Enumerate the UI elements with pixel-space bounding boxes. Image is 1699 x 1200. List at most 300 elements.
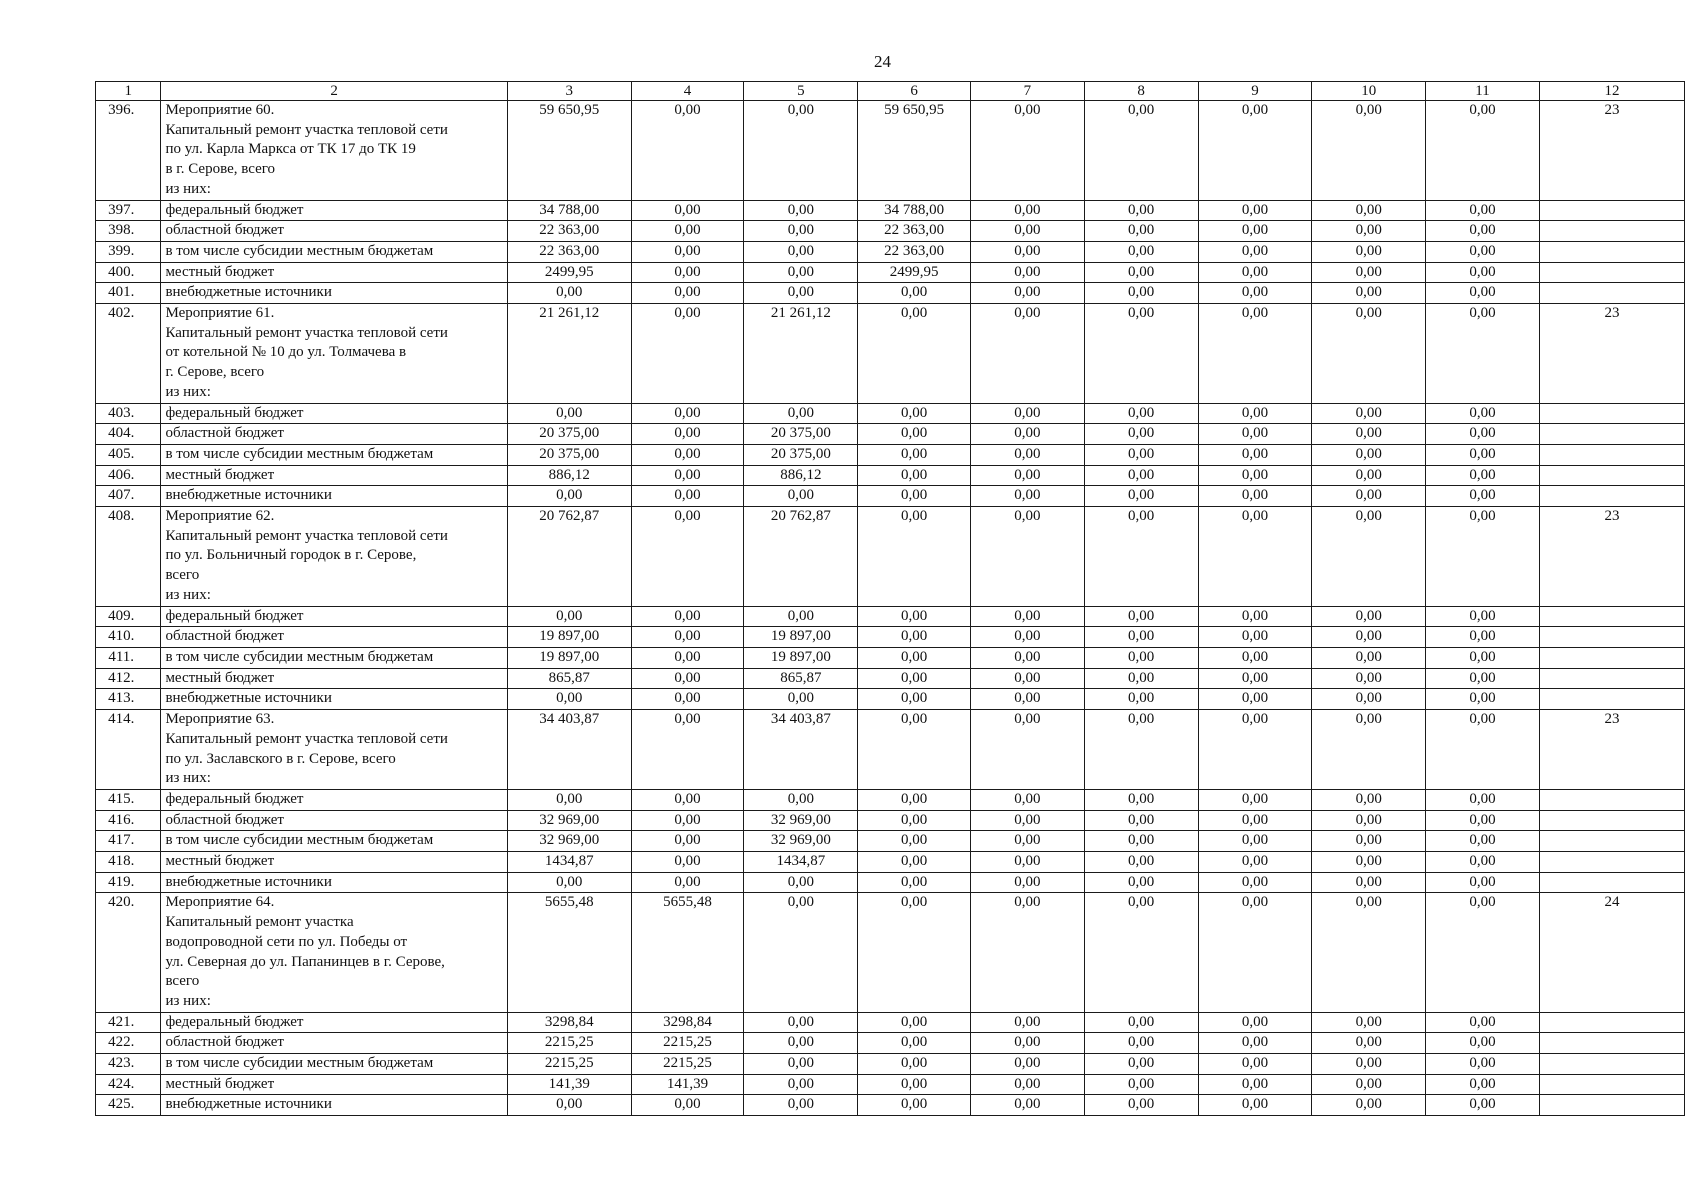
row-number-cell: 410.	[96, 627, 161, 648]
value-cell: 0,00	[1312, 893, 1426, 1012]
page-ref-cell	[1539, 200, 1684, 221]
value-cell: 0,00	[1198, 1074, 1312, 1095]
row-number-cell: 414.	[96, 710, 161, 790]
value-cell: 0,00	[507, 486, 631, 507]
value-cell: 886,12	[507, 465, 631, 486]
row-name-cell: федеральный бюджет	[161, 1012, 507, 1033]
value-cell: 0,00	[858, 689, 971, 710]
value-cell: 0,00	[970, 852, 1084, 873]
value-cell: 0,00	[970, 101, 1084, 201]
value-cell: 5655,48	[631, 893, 744, 1012]
value-cell: 34 788,00	[858, 200, 971, 221]
value-cell: 0,00	[631, 852, 744, 873]
value-cell: 0,00	[1426, 1012, 1540, 1033]
value-cell: 2499,95	[858, 262, 971, 283]
value-cell: 0,00	[970, 465, 1084, 486]
value-cell: 0,00	[631, 200, 744, 221]
value-cell: 34 788,00	[507, 200, 631, 221]
table-body	[96, 101, 1685, 1116]
table-row	[96, 852, 1685, 873]
value-cell: 0,00	[744, 486, 858, 507]
value-cell: 0,00	[970, 1054, 1084, 1075]
value-cell: 0,00	[1312, 424, 1426, 445]
table-row	[96, 1033, 1685, 1054]
value-cell: 0,00	[858, 403, 971, 424]
value-cell: 0,00	[1312, 810, 1426, 831]
value-cell: 0,00	[1084, 872, 1198, 893]
value-cell: 0,00	[744, 262, 858, 283]
value-cell: 0,00	[858, 893, 971, 1012]
value-cell: 20 762,87	[744, 507, 858, 607]
value-cell: 0,00	[858, 1033, 971, 1054]
value-cell: 0,00	[631, 486, 744, 507]
value-cell: 0,00	[1084, 1074, 1198, 1095]
row-name-cell: Мероприятие 64. Капитальный ремонт участка водопроводной сети по ул. Победы от ул. Северная до ул. Папанинцев в г. Серове, всего из них:	[161, 893, 507, 1012]
value-cell: 0,00	[631, 283, 744, 304]
page-ref-cell: 23	[1539, 507, 1684, 607]
value-cell: 5655,48	[507, 893, 631, 1012]
value-cell: 0,00	[507, 689, 631, 710]
row-number-cell: 409.	[96, 606, 161, 627]
row-number-cell: 403.	[96, 403, 161, 424]
row-name-cell: местный бюджет	[161, 852, 507, 873]
value-cell: 0,00	[1312, 831, 1426, 852]
value-cell: 0,00	[1084, 304, 1198, 404]
value-cell: 0,00	[1198, 444, 1312, 465]
value-cell: 32 969,00	[507, 831, 631, 852]
page-ref-cell	[1539, 647, 1684, 668]
value-cell: 0,00	[1084, 1033, 1198, 1054]
row-number-cell: 404.	[96, 424, 161, 445]
value-cell: 0,00	[631, 872, 744, 893]
value-cell: 0,00	[1198, 221, 1312, 242]
value-cell: 0,00	[858, 465, 971, 486]
value-cell: 0,00	[1426, 465, 1540, 486]
value-cell: 865,87	[744, 668, 858, 689]
row-number-cell: 421.	[96, 1012, 161, 1033]
value-cell: 22 363,00	[858, 221, 971, 242]
table-row	[96, 1012, 1685, 1033]
row-number-cell: 396.	[96, 101, 161, 201]
row-name-cell: внебюджетные источники	[161, 872, 507, 893]
value-cell: 141,39	[507, 1074, 631, 1095]
value-cell: 0,00	[744, 101, 858, 201]
page-ref-cell	[1539, 1054, 1684, 1075]
row-name-cell: областной бюджет	[161, 221, 507, 242]
page-ref-cell	[1539, 627, 1684, 648]
page-ref-cell	[1539, 241, 1684, 262]
value-cell: 0,00	[1198, 1054, 1312, 1075]
value-cell: 0,00	[1198, 424, 1312, 445]
value-cell: 0,00	[1198, 486, 1312, 507]
value-cell: 0,00	[1312, 486, 1426, 507]
value-cell: 0,00	[858, 304, 971, 404]
row-number-cell: 407.	[96, 486, 161, 507]
value-cell: 0,00	[631, 831, 744, 852]
value-cell: 2215,25	[631, 1033, 744, 1054]
value-cell: 0,00	[1312, 507, 1426, 607]
value-cell: 0,00	[1312, 627, 1426, 648]
value-cell: 22 363,00	[507, 221, 631, 242]
value-cell: 21 261,12	[744, 304, 858, 404]
row-number-cell: 419.	[96, 872, 161, 893]
value-cell: 0,00	[1426, 606, 1540, 627]
value-cell: 0,00	[744, 1012, 858, 1033]
value-cell: 0,00	[631, 304, 744, 404]
value-cell: 0,00	[970, 627, 1084, 648]
value-cell: 0,00	[970, 1095, 1084, 1116]
value-cell: 0,00	[970, 831, 1084, 852]
value-cell: 0,00	[1312, 689, 1426, 710]
value-cell: 0,00	[1084, 831, 1198, 852]
value-cell: 0,00	[1312, 101, 1426, 201]
value-cell: 0,00	[1198, 241, 1312, 262]
column-number-header-row	[96, 82, 1685, 101]
table-row	[96, 1054, 1685, 1075]
value-cell: 0,00	[631, 424, 744, 445]
value-cell: 0,00	[858, 1012, 971, 1033]
table-row	[96, 710, 1685, 790]
value-cell: 0,00	[1426, 647, 1540, 668]
value-cell: 0,00	[1426, 810, 1540, 831]
value-cell: 0,00	[1312, 1033, 1426, 1054]
page-ref-cell: 24	[1539, 893, 1684, 1012]
row-name-cell: в том числе субсидии местным бюджетам	[161, 241, 507, 262]
value-cell: 0,00	[1426, 1033, 1540, 1054]
value-cell: 3298,84	[631, 1012, 744, 1033]
row-name-cell: внебюджетные источники	[161, 1095, 507, 1116]
value-cell: 0,00	[1084, 1054, 1198, 1075]
row-name-cell: федеральный бюджет	[161, 789, 507, 810]
row-name-cell: областной бюджет	[161, 424, 507, 445]
value-cell: 865,87	[507, 668, 631, 689]
value-cell: 0,00	[507, 1095, 631, 1116]
value-cell: 0,00	[858, 486, 971, 507]
value-cell: 0,00	[970, 424, 1084, 445]
value-cell: 0,00	[1312, 262, 1426, 283]
value-cell: 0,00	[1426, 893, 1540, 1012]
value-cell: 0,00	[631, 689, 744, 710]
value-cell: 0,00	[744, 283, 858, 304]
table-row	[96, 789, 1685, 810]
row-number-cell: 416.	[96, 810, 161, 831]
budget-table	[95, 81, 1685, 1116]
page-ref-cell: 23	[1539, 304, 1684, 404]
row-name-cell: в том числе субсидии местным бюджетам	[161, 444, 507, 465]
page-ref-cell	[1539, 689, 1684, 710]
value-cell: 0,00	[970, 606, 1084, 627]
value-cell: 0,00	[1198, 200, 1312, 221]
value-cell: 0,00	[1198, 810, 1312, 831]
row-name-cell: областной бюджет	[161, 1033, 507, 1054]
value-cell: 0,00	[1084, 200, 1198, 221]
value-cell: 0,00	[507, 606, 631, 627]
value-cell: 0,00	[1084, 283, 1198, 304]
value-cell: 22 363,00	[858, 241, 971, 262]
row-name-cell: областной бюджет	[161, 627, 507, 648]
value-cell: 0,00	[744, 789, 858, 810]
value-cell: 0,00	[744, 241, 858, 262]
column-header: 12	[1539, 82, 1684, 101]
page-ref-cell	[1539, 852, 1684, 873]
value-cell: 0,00	[1084, 1012, 1198, 1033]
table-row	[96, 486, 1685, 507]
value-cell: 0,00	[970, 486, 1084, 507]
value-cell: 0,00	[631, 101, 744, 201]
value-cell: 0,00	[1312, 403, 1426, 424]
table-row	[96, 893, 1685, 1012]
row-number-cell: 398.	[96, 221, 161, 242]
value-cell: 0,00	[858, 627, 971, 648]
row-number-cell: 411.	[96, 647, 161, 668]
value-cell: 0,00	[858, 852, 971, 873]
table-row	[96, 1074, 1685, 1095]
table-row	[96, 668, 1685, 689]
value-cell: 0,00	[970, 1074, 1084, 1095]
value-cell: 0,00	[970, 262, 1084, 283]
table-row	[96, 606, 1685, 627]
table-row	[96, 647, 1685, 668]
value-cell: 0,00	[858, 444, 971, 465]
row-number-cell: 402.	[96, 304, 161, 404]
column-header: 4	[631, 82, 744, 101]
value-cell: 34 403,87	[744, 710, 858, 790]
value-cell: 0,00	[1084, 486, 1198, 507]
value-cell: 0,00	[858, 668, 971, 689]
value-cell: 0,00	[744, 1054, 858, 1075]
value-cell: 0,00	[1198, 283, 1312, 304]
value-cell: 0,00	[1312, 606, 1426, 627]
value-cell: 0,00	[1198, 1033, 1312, 1054]
column-header: 7	[970, 82, 1084, 101]
value-cell: 0,00	[631, 403, 744, 424]
value-cell: 0,00	[970, 403, 1084, 424]
value-cell: 0,00	[1084, 647, 1198, 668]
column-header: 10	[1312, 82, 1426, 101]
table-row	[96, 872, 1685, 893]
value-cell: 0,00	[1426, 403, 1540, 424]
value-cell: 0,00	[1084, 789, 1198, 810]
value-cell: 0,00	[1084, 403, 1198, 424]
row-number-cell: 415.	[96, 789, 161, 810]
page-ref-cell	[1539, 465, 1684, 486]
table-row	[96, 283, 1685, 304]
value-cell: 0,00	[1198, 465, 1312, 486]
value-cell: 0,00	[1198, 668, 1312, 689]
value-cell: 0,00	[1426, 262, 1540, 283]
value-cell: 0,00	[1312, 200, 1426, 221]
value-cell: 0,00	[1312, 444, 1426, 465]
value-cell: 0,00	[858, 283, 971, 304]
page-ref-cell	[1539, 668, 1684, 689]
value-cell: 0,00	[1084, 507, 1198, 607]
value-cell: 0,00	[631, 606, 744, 627]
value-cell: 0,00	[858, 1095, 971, 1116]
value-cell: 0,00	[744, 1074, 858, 1095]
page-ref-cell	[1539, 424, 1684, 445]
value-cell: 0,00	[970, 444, 1084, 465]
row-number-cell: 401.	[96, 283, 161, 304]
value-cell: 0,00	[1312, 1054, 1426, 1075]
value-cell: 59 650,95	[858, 101, 971, 201]
row-number-cell: 397.	[96, 200, 161, 221]
value-cell: 0,00	[1426, 852, 1540, 873]
value-cell: 0,00	[1426, 1074, 1540, 1095]
value-cell: 19 897,00	[744, 647, 858, 668]
value-cell: 0,00	[1198, 627, 1312, 648]
value-cell: 0,00	[744, 200, 858, 221]
table-row	[96, 444, 1685, 465]
value-cell: 0,00	[1198, 710, 1312, 790]
row-number-cell: 417.	[96, 831, 161, 852]
value-cell: 0,00	[1198, 403, 1312, 424]
value-cell: 0,00	[631, 221, 744, 242]
value-cell: 0,00	[1426, 1054, 1540, 1075]
value-cell: 0,00	[744, 893, 858, 1012]
value-cell: 0,00	[631, 507, 744, 607]
value-cell: 0,00	[631, 810, 744, 831]
value-cell: 0,00	[631, 627, 744, 648]
value-cell: 0,00	[744, 403, 858, 424]
page-ref-cell	[1539, 1033, 1684, 1054]
row-name-cell: федеральный бюджет	[161, 200, 507, 221]
value-cell: 0,00	[1312, 1095, 1426, 1116]
value-cell: 0,00	[1198, 647, 1312, 668]
column-header: 3	[507, 82, 631, 101]
value-cell: 0,00	[1198, 689, 1312, 710]
value-cell: 0,00	[1426, 831, 1540, 852]
table-row	[96, 689, 1685, 710]
value-cell: 2215,25	[507, 1054, 631, 1075]
row-name-cell: местный бюджет	[161, 465, 507, 486]
page-ref-cell	[1539, 1074, 1684, 1095]
value-cell: 0,00	[970, 810, 1084, 831]
value-cell: 0,00	[1084, 710, 1198, 790]
column-header: 8	[1084, 82, 1198, 101]
value-cell: 34 403,87	[507, 710, 631, 790]
value-cell: 0,00	[858, 810, 971, 831]
row-name-cell: местный бюджет	[161, 668, 507, 689]
value-cell: 0,00	[1426, 710, 1540, 790]
value-cell: 0,00	[970, 668, 1084, 689]
page-ref-cell	[1539, 262, 1684, 283]
value-cell: 0,00	[631, 1095, 744, 1116]
row-name-cell: областной бюджет	[161, 810, 507, 831]
table-row	[96, 403, 1685, 424]
value-cell: 0,00	[1426, 101, 1540, 201]
value-cell: 22 363,00	[507, 241, 631, 262]
row-name-cell: в том числе субсидии местным бюджетам	[161, 647, 507, 668]
value-cell: 0,00	[631, 668, 744, 689]
value-cell: 0,00	[1312, 1074, 1426, 1095]
value-cell: 0,00	[1084, 241, 1198, 262]
table-row	[96, 810, 1685, 831]
page-number: 24	[874, 52, 891, 71]
value-cell: 0,00	[970, 507, 1084, 607]
value-cell: 20 375,00	[507, 444, 631, 465]
value-cell: 20 375,00	[744, 424, 858, 445]
table-row	[96, 627, 1685, 648]
value-cell: 0,00	[1426, 304, 1540, 404]
value-cell: 0,00	[744, 221, 858, 242]
table-row	[96, 221, 1685, 242]
page-ref-cell: 23	[1539, 101, 1684, 201]
value-cell: 0,00	[1312, 789, 1426, 810]
value-cell: 21 261,12	[507, 304, 631, 404]
value-cell: 0,00	[1426, 486, 1540, 507]
value-cell: 0,00	[1198, 852, 1312, 873]
table-row	[96, 507, 1685, 607]
value-cell: 0,00	[1426, 200, 1540, 221]
value-cell: 32 969,00	[507, 810, 631, 831]
value-cell: 0,00	[507, 283, 631, 304]
value-cell: 0,00	[970, 872, 1084, 893]
value-cell: 1434,87	[507, 852, 631, 873]
row-number-cell: 412.	[96, 668, 161, 689]
value-cell: 0,00	[970, 689, 1084, 710]
value-cell: 0,00	[1426, 627, 1540, 648]
row-name-cell: в том числе субсидии местным бюджетам	[161, 831, 507, 852]
value-cell: 0,00	[1426, 241, 1540, 262]
value-cell: 0,00	[1198, 101, 1312, 201]
value-cell: 0,00	[858, 710, 971, 790]
page-ref-cell	[1539, 831, 1684, 852]
value-cell: 0,00	[970, 283, 1084, 304]
row-name-cell: федеральный бюджет	[161, 403, 507, 424]
page-ref-cell: 23	[1539, 710, 1684, 790]
value-cell: 886,12	[744, 465, 858, 486]
column-header: 9	[1198, 82, 1312, 101]
value-cell: 0,00	[858, 789, 971, 810]
value-cell: 0,00	[1312, 852, 1426, 873]
value-cell: 0,00	[1198, 872, 1312, 893]
value-cell: 0,00	[507, 789, 631, 810]
value-cell: 0,00	[744, 1095, 858, 1116]
value-cell: 0,00	[1084, 444, 1198, 465]
value-cell: 0,00	[1084, 893, 1198, 1012]
value-cell: 3298,84	[507, 1012, 631, 1033]
value-cell: 0,00	[1312, 668, 1426, 689]
value-cell: 0,00	[744, 872, 858, 893]
value-cell: 0,00	[1084, 101, 1198, 201]
row-number-cell: 422.	[96, 1033, 161, 1054]
table-row	[96, 241, 1685, 262]
value-cell: 0,00	[1198, 789, 1312, 810]
value-cell: 0,00	[1312, 710, 1426, 790]
value-cell: 0,00	[1084, 1095, 1198, 1116]
value-cell: 0,00	[631, 789, 744, 810]
column-header: 1	[96, 82, 161, 101]
page-ref-cell	[1539, 810, 1684, 831]
value-cell: 2215,25	[507, 1033, 631, 1054]
value-cell: 1434,87	[744, 852, 858, 873]
row-number-cell: 425.	[96, 1095, 161, 1116]
value-cell: 0,00	[970, 710, 1084, 790]
page-ref-cell	[1539, 444, 1684, 465]
value-cell: 0,00	[1198, 304, 1312, 404]
value-cell: 0,00	[1426, 789, 1540, 810]
value-cell: 0,00	[1084, 221, 1198, 242]
page-ref-cell	[1539, 221, 1684, 242]
row-name-cell: внебюджетные источники	[161, 283, 507, 304]
value-cell: 19 897,00	[744, 627, 858, 648]
value-cell: 0,00	[1312, 1012, 1426, 1033]
table-row	[96, 1095, 1685, 1116]
row-name-cell: местный бюджет	[161, 1074, 507, 1095]
value-cell: 0,00	[858, 872, 971, 893]
column-header: 6	[858, 82, 971, 101]
value-cell: 0,00	[631, 465, 744, 486]
